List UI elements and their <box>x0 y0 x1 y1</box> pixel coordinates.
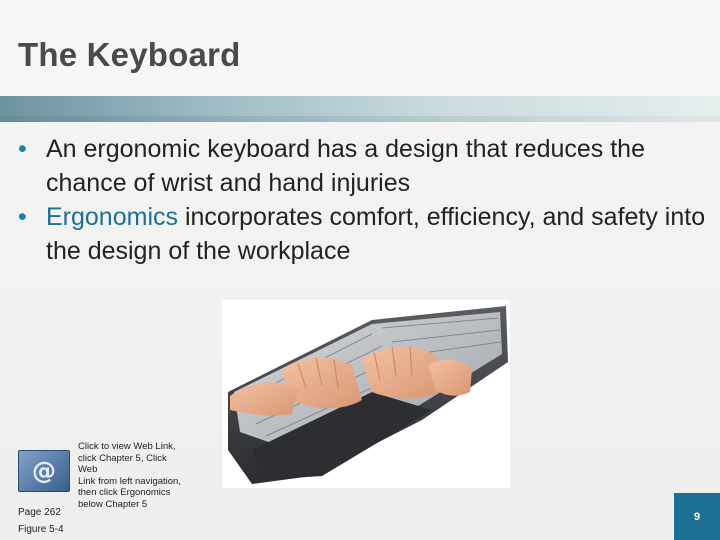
ergonomic-keyboard-photo <box>222 300 510 488</box>
bullet-icon: • <box>18 203 27 231</box>
bullet-term: Ergonomics <box>46 203 178 231</box>
at-symbol-icon: @ <box>32 457 56 485</box>
bullet-list <box>18 132 708 268</box>
web-link-instructions: Click to view Web Link, click Chapter 5, Click Web Link from left navigation, then click Ergonomics below Chapter 5 <box>78 441 181 510</box>
web-link-icon[interactable] <box>18 450 70 492</box>
keyboard-illustration <box>222 300 510 488</box>
page-number-badge <box>674 493 720 540</box>
bullet-text: An ergonomic keyboard has a design that reduces the chance of wrist and hand injuries <box>46 135 645 197</box>
bullet-item <box>18 200 708 268</box>
bullet-item <box>18 132 708 200</box>
figure-reference: Figure 5-4 <box>18 524 64 535</box>
bullet-text: incorporates comfort, efficiency, and safety into the design of the workplace <box>46 203 706 265</box>
page-number: 9 <box>693 510 701 523</box>
title-band-divider <box>0 96 720 122</box>
bullet-icon: • <box>18 135 27 163</box>
page-reference: Page 262 <box>18 507 61 518</box>
title-area <box>0 0 720 96</box>
slide-title: The Keyboard <box>18 36 241 73</box>
